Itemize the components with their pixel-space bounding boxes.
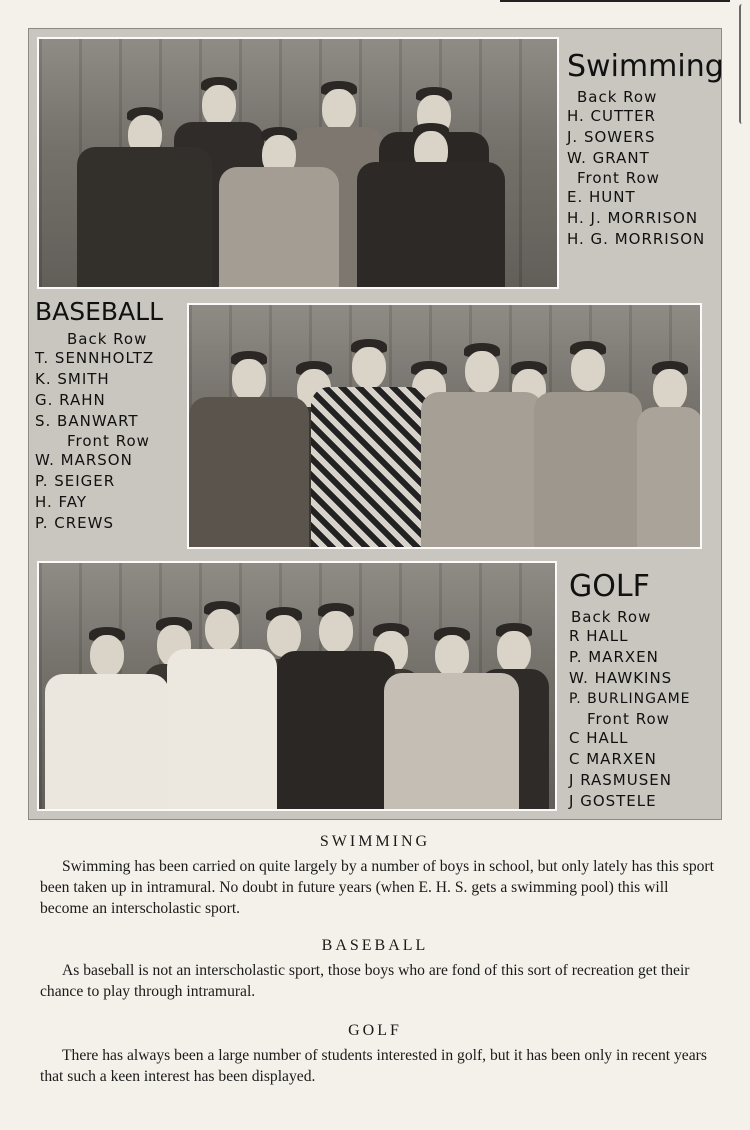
roster-name: K. SMITH <box>35 370 110 388</box>
golf-roster <box>569 569 719 812</box>
baseball-team-photo <box>187 303 702 549</box>
page-top-rule <box>500 0 730 2</box>
golf-team-photo <box>37 561 557 811</box>
golf-paragraph <box>40 1045 720 1087</box>
swimming-roster-title: Swimming <box>567 49 724 84</box>
roster-name: P. SEIGER <box>35 472 116 490</box>
roster-name: P. CREWS <box>35 514 114 532</box>
roster-name: H. CUTTER <box>567 107 656 125</box>
swimming-heading: SWIMMING <box>319 833 431 850</box>
back-row-label: Back Row <box>577 88 658 106</box>
swimming-roster <box>567 49 724 250</box>
baseball-heading: BASEBALL <box>321 937 429 954</box>
baseball-paragraph <box>40 960 720 1002</box>
roster-name: H. G. MORRISON <box>567 230 706 248</box>
team-member-figure <box>277 589 395 809</box>
team-member-figure <box>311 325 427 547</box>
section-body: As baseball is not an interscholastic sport, those boys who are fond of this sort of recreation get their chance to play through intramural. <box>40 962 690 1000</box>
roster-name: H. FAY <box>35 493 88 511</box>
baseball-roster-title: BASEBALL <box>35 297 164 326</box>
team-member-figure <box>637 347 702 547</box>
team-member-figure <box>534 327 642 547</box>
front-row-label: Front Row <box>587 710 670 728</box>
back-row-label: Back Row <box>571 608 652 626</box>
roster-name: W. HAWKINS <box>569 669 673 687</box>
team-member-figure <box>421 329 543 547</box>
roster-name: P. BURLINGAME <box>569 691 691 707</box>
roster-name: R HALL <box>569 627 629 645</box>
golf-heading: GOLF <box>348 1022 402 1039</box>
team-member-figure <box>219 112 339 287</box>
roster-name: J. SOWERS <box>567 128 656 146</box>
golf-roster-title: GOLF <box>569 569 650 604</box>
roster-name: E. HUNT <box>567 188 636 206</box>
roster-name: C MARXEN <box>569 750 657 768</box>
roster-name: W. GRANT <box>567 149 650 167</box>
section-body: There has always been a large number of students interested in golf, but it has been only in recent years that such a keen interest has been displayed. <box>40 1047 707 1085</box>
margin-mark <box>739 4 748 124</box>
team-member-figure <box>189 337 309 547</box>
baseball-roster <box>35 297 190 534</box>
roster-name: G. RAHN <box>35 391 106 409</box>
swimming-team-photo <box>37 37 559 289</box>
roster-name: P. MARXEN <box>569 648 659 666</box>
swimming-paragraph <box>40 856 720 919</box>
front-row-label: Front Row <box>577 169 660 187</box>
team-member-figure <box>384 613 519 809</box>
roster-name: J RASMUSEN <box>569 771 672 789</box>
team-member-figure <box>45 613 169 809</box>
section-body: Swimming has been carried on quite largely by a number of boys in school, but only lately has this sport been taken up in intramural. No doubt in future years (when E. H. S. gets a swimming pool) this will become an interscholastic sport. <box>40 858 714 917</box>
photo-plate <box>28 28 722 820</box>
front-row-label: Front Row <box>67 432 150 450</box>
team-member-figure <box>167 587 277 809</box>
roster-name: C HALL <box>569 729 629 747</box>
roster-name: S. BANWART <box>35 412 139 430</box>
roster-name: T. SENNHOLTZ <box>35 349 155 367</box>
team-member-figure <box>77 92 212 287</box>
roster-name: W. MARSON <box>35 451 133 469</box>
back-row-label: Back Row <box>67 330 148 348</box>
roster-name: H. J. MORRISON <box>567 209 699 227</box>
roster-name: J GOSTELE <box>569 792 657 810</box>
team-member-figure <box>357 107 505 287</box>
